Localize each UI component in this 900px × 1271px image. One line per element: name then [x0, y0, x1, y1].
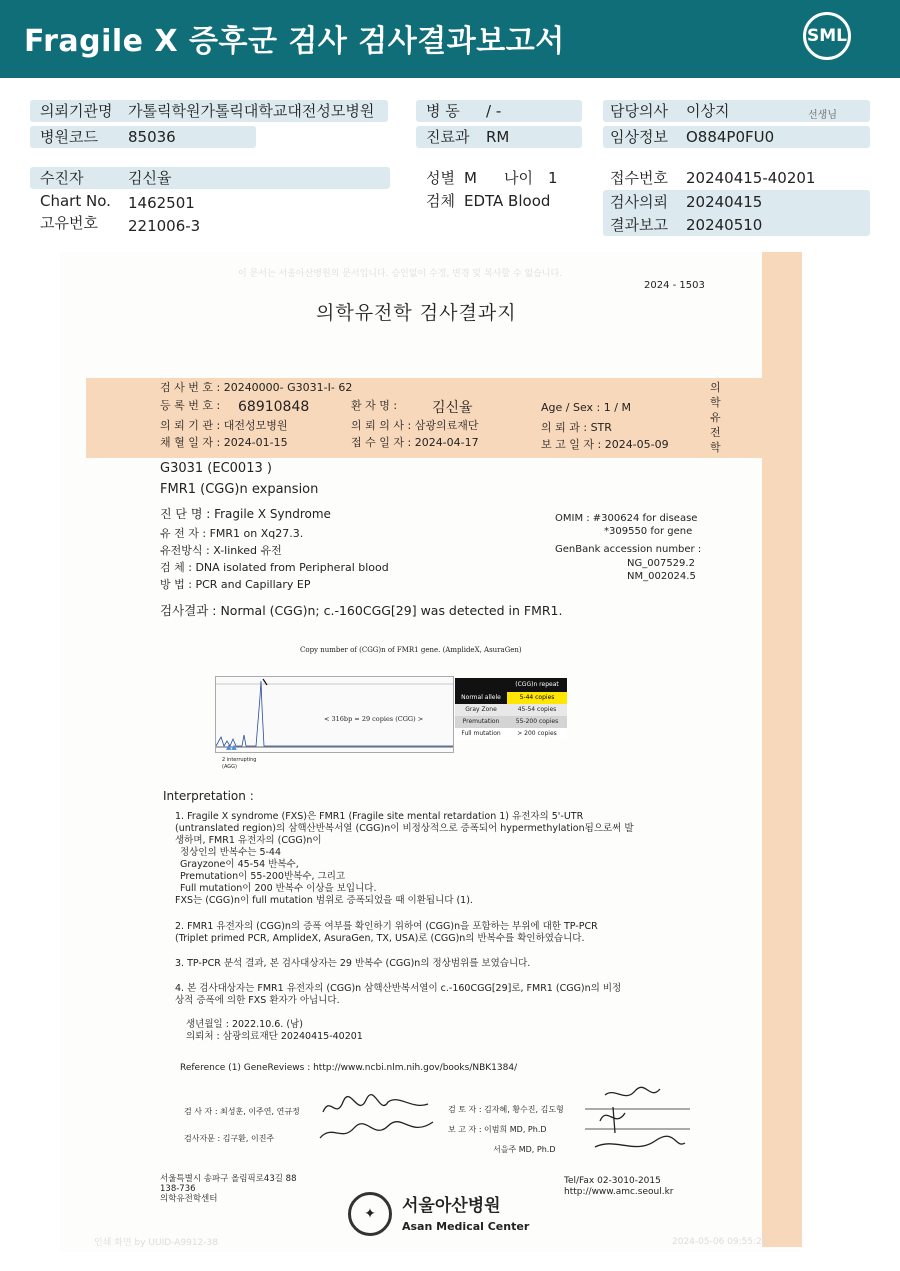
test-name: FMR1 (CGG)n expansion — [160, 482, 319, 497]
table-header-row — [455, 678, 567, 692]
report-value: 20240510 — [686, 216, 763, 234]
patient-box — [30, 167, 390, 189]
interp-line: 생하며, FMR1 유전자의 (CGG)n이 — [175, 835, 322, 846]
signature-examiners — [318, 1090, 438, 1146]
ghost-print-time: 2024-05-06 09:55:27 — [672, 1237, 768, 1247]
receipt-label: 접수번호 — [610, 169, 668, 187]
peak-label: < 316bp = 29 copies (CGG) > — [324, 715, 424, 723]
doc-institution: 의 뢰 기 관 : 대전성모병원 — [160, 419, 288, 432]
sex-label: 성별 — [426, 169, 455, 187]
table-row-value: 45-54 copies — [517, 706, 557, 713]
table-row-value: 55-200 copies — [515, 718, 559, 725]
interp-line: 의뢰처 : 삼광의료재단 20240415-40201 — [186, 1031, 363, 1042]
chart-label: Chart No. — [40, 192, 111, 210]
institution-value: 가톨릭학원가톨릭대학교대전성모병원 — [128, 102, 375, 120]
chart-value: 1462501 — [128, 194, 195, 212]
asan-seal-icon: ✦ — [348, 1192, 392, 1236]
inheritance: 유전방식 : X-linked 유전 — [160, 544, 282, 557]
interp-line: 생년월일 : 2022.10.6. (남) — [186, 1019, 303, 1030]
tel: Tel/Fax 02-3010-2015 — [564, 1176, 661, 1186]
omim-disease: OMIM : #300624 for disease — [555, 513, 698, 524]
interp-line: Full mutation이 200 반복수 이상을 보입니다. — [180, 883, 377, 894]
address-1: 서울특별시 송파구 올림픽로43길 88 — [160, 1174, 297, 1184]
table-row-label: Full mutation — [461, 730, 501, 737]
table-row-value: 5-44 copies — [507, 692, 567, 704]
table-row — [455, 704, 567, 716]
unique-value: 221006-3 — [128, 217, 201, 235]
doc-dept: 의 뢰 과 : STR — [541, 421, 612, 434]
doctor-label: 담당의사 — [610, 102, 668, 120]
request-value: 20240415 — [686, 193, 763, 211]
side-vertical-label: 의학유전학 — [710, 381, 721, 454]
table-row — [455, 692, 567, 704]
genbank-nm: NM_002024.5 — [627, 571, 696, 582]
department-label: 진료과 — [426, 128, 470, 146]
unique-label: 고유번호 — [40, 214, 98, 232]
examiner: 검 사 자 : 최성훈, 이주연, 연규정 — [184, 1107, 300, 1116]
interp-line: 상적 증폭에 의한 FXS 환자가 아닙니다. — [175, 995, 340, 1006]
ward-value: / - — [486, 102, 502, 120]
interrupt-label-1: 2 interrupting — [222, 757, 257, 763]
interp-line: 4. 본 검사대상자는 FMR1 유전자의 (CGG)n 삼핵산반복서열이 c.-160CGG[29]로, FMR1 (CGG)n의 비정 — [175, 983, 622, 994]
hospital-code-value: 85036 — [128, 128, 176, 146]
table-row — [455, 716, 567, 728]
doc-title: 의학유전학 검사결과지 — [316, 302, 517, 324]
report-date: 보 고 일 자 : 2024-05-09 — [541, 438, 669, 451]
method: 방 법 : PCR and Capillary EP — [160, 578, 311, 591]
doctor-value: 이상지 — [686, 102, 730, 120]
reviewer: 검 토 자 : 김자혜, 황수진, 김도형 — [448, 1105, 564, 1114]
doc-patient-label: 환 자 명 : — [351, 399, 398, 412]
doc-patient-value: 김신율 — [432, 400, 473, 416]
reg-value: 68910848 — [238, 399, 310, 415]
omim-gene: *309550 for gene — [604, 526, 693, 537]
interp-line: (untranslated region)의 삼핵산반복서열 (CGG)n이 비정상적으로 증폭되어 hypermethylation됨으로써 발 — [175, 823, 634, 834]
doc-req-doctor: 의 뢰 의 사 : 삼광의료재단 — [351, 419, 479, 432]
reg-label: 등 록 번 호 : — [160, 399, 221, 412]
specimen-label: 검체 — [426, 192, 455, 210]
patient-value: 김신율 — [128, 169, 172, 187]
hospital-code-label: 병원코드 — [40, 128, 98, 146]
website: http://www.amc.seoul.kr — [564, 1187, 674, 1197]
genbank-label: GenBank accession number : — [555, 544, 702, 555]
figure-caption: Copy number of (CGG)n of FMR1 gene. (AmplideX, AsuraGen) — [300, 646, 522, 654]
sex-value: M — [464, 169, 477, 187]
interp-line: Grayzone이 45-54 반복수, — [180, 859, 299, 870]
doc-number: 2024 - 1503 — [644, 280, 705, 291]
interp-line: 정상인의 반복수는 5-44 — [180, 847, 282, 858]
electropherogram — [215, 676, 454, 753]
interpretation-title: Interpretation : — [163, 789, 254, 803]
test-result: 검사결과 : Normal (CGG)n; c.-160CGG[29] was detected in FMR1. — [160, 603, 563, 618]
request-label: 검사의뢰 — [610, 193, 668, 211]
specimen-value: EDTA Blood — [464, 192, 551, 210]
gene: 유 전 자 : FMR1 on Xq27.3. — [160, 527, 304, 540]
reporter-2: 서을주 MD, Ph.D — [493, 1145, 556, 1154]
reporter: 보 고 자 : 이범희 MD, Ph.D — [448, 1125, 547, 1134]
table-row — [455, 728, 567, 740]
doctor-suffix: 선생님 — [808, 110, 837, 121]
clinical-label: 임상정보 — [610, 128, 668, 146]
diagnosis: 진 단 명 : Fragile X Syndrome — [160, 507, 331, 521]
interp-line: 1. Fragile X syndrome (FXS)은 FMR1 (Fragile site mental retardation 1) 유전자의 5'-UTR — [175, 811, 584, 822]
age-value: 1 — [548, 169, 558, 187]
receipt-value: 20240415-40201 — [686, 169, 816, 187]
table-header: (CGG)n repeat — [515, 681, 559, 688]
signature-reviewers — [585, 1085, 695, 1157]
doc-specimen: 검 체 : DNA isolated from Peripheral blood — [160, 561, 389, 574]
table-row-value: > 200 copies — [517, 730, 557, 737]
institution-label: 의뢰기관명 — [40, 102, 113, 120]
reference: Reference (1) GeneReviews : http://www.ncbi.nlm.nih.gov/books/NBK1384/ — [180, 1063, 518, 1073]
genbank-ng: NG_007529.2 — [627, 558, 695, 569]
age-label: 나이 — [504, 169, 533, 187]
interp-line: Premutation이 55-200반복수, 그리고 — [180, 871, 346, 882]
interp-line: 3. TP-PCR 분석 결과, 본 검사대상자는 29 반복수 (CGG)n의 정상범위를 보였습니다. — [175, 958, 531, 969]
collect-date: 채 혈 일 자 : 2024-01-15 — [160, 436, 288, 449]
table-row-label: Normal allele — [461, 694, 501, 701]
address-2: 138-736 — [160, 1184, 196, 1194]
receive-date: 접 수 일 자 : 2024-04-17 — [351, 436, 479, 449]
agg-arrow-icon: ▲▲ — [226, 743, 237, 751]
age-sex: Age / Sex : 1 / M — [541, 401, 631, 414]
department-value: RM — [486, 128, 510, 146]
table-row-label: Premutation — [462, 718, 500, 725]
patient-label: 수진자 — [40, 169, 84, 187]
report-header — [0, 0, 900, 78]
interp-line: 2. FMR1 유전자의 (CGG)n의 증폭 여부를 확인하기 위하여 (CGG)n을 포함하는 부위에 대한 TP-PCR — [175, 921, 598, 932]
interrupt-label-2: (AGG) — [222, 764, 237, 770]
exam-number: 검 사 번 호 : 20240000- G3031-I- 62 — [160, 381, 353, 394]
report-title: Fragile X 증후군 검사 검사결과보고서 — [24, 24, 565, 59]
interp-line: (Triplet primed PCR, AmplideX, AsuraGen, TX, USA)로 (CGG)n의 반복수를 확인하였습니다. — [175, 933, 585, 944]
hospital-name-kr: 서울아산병원 — [402, 1196, 501, 1216]
advisor: 검사자문 : 김구환, 이진주 — [184, 1134, 275, 1143]
hospital-name-en: Asan Medical Center — [402, 1220, 530, 1233]
repeat-table — [455, 678, 567, 744]
test-code: G3031 (EC0013 ) — [160, 461, 272, 476]
table-row-label: Gray Zone — [465, 706, 497, 713]
report-label: 결과보고 — [610, 216, 668, 234]
sml-logo: SML — [803, 12, 851, 60]
address-3: 의학유전학센터 — [160, 1194, 218, 1204]
clinical-value: O884P0FU0 — [686, 128, 775, 146]
document-tint-right — [762, 252, 802, 1247]
interp-line: FXS는 (CGG)n이 full mutation 범위로 증폭되었을 때 이환됩니다 (1). — [175, 895, 473, 906]
ghost-notice: 이 문서는 서울아산병원의 문서입니다. 승인없이 수정, 변경 및 복사할 수 없습니다. — [238, 269, 563, 279]
ghost-print-id: 인쇄 화면 by UUID-A9912-38 — [94, 1238, 218, 1248]
ward-label: 병 동 — [426, 102, 460, 120]
